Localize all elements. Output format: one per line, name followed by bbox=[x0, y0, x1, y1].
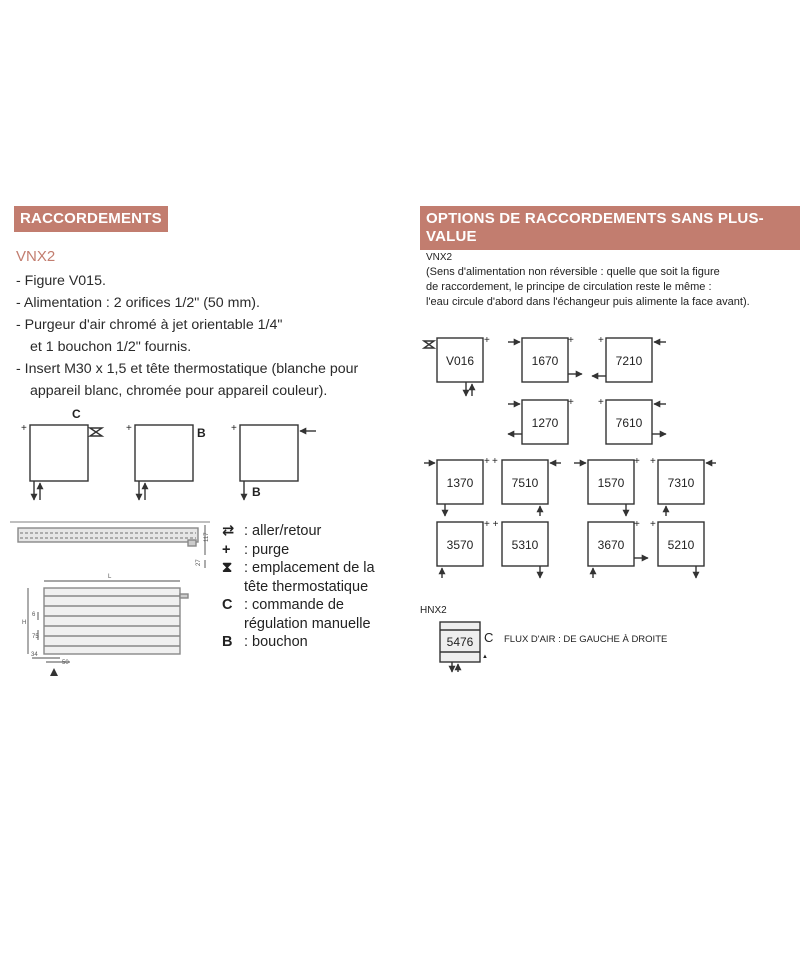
legend-text-cont: régulation manuelle bbox=[244, 615, 371, 632]
svg-text:+: + bbox=[484, 335, 490, 346]
spec-item: - Figure V015. bbox=[16, 273, 106, 289]
box-label: 5476 bbox=[446, 635, 474, 649]
diagram-figure-2 bbox=[135, 425, 193, 500]
model-name-left: VNX2 bbox=[16, 248, 56, 265]
legend-text: : purge bbox=[244, 541, 290, 558]
svg-text:+ +: + + bbox=[484, 519, 499, 530]
legend-text-cont: tête thermostatique bbox=[244, 578, 369, 595]
svg-text:▲: ▲ bbox=[482, 654, 488, 660]
purge-icon: + bbox=[126, 423, 132, 434]
svg-text:+: + bbox=[568, 397, 574, 408]
purge-icon: + bbox=[21, 423, 27, 434]
purge-icon: + bbox=[222, 541, 231, 558]
spec-item: - Insert M30 x 1,5 et tête thermostatique (blanche pour bbox=[16, 361, 359, 377]
spec-item: - Purgeur d'air chromé à jet orientable 1/4" bbox=[16, 317, 283, 333]
box-label: V016 bbox=[445, 354, 475, 368]
legend-text: : emplacement de la bbox=[244, 560, 375, 576]
note-line: (Sens d'alimentation non réversible : quelle que soit la figure bbox=[426, 266, 720, 278]
legend-text: : bouchon bbox=[244, 634, 308, 650]
svg-text:+: + bbox=[598, 335, 604, 346]
box-label: 3670 bbox=[597, 538, 625, 552]
legend-text: : commande de bbox=[244, 597, 344, 613]
label-b: B bbox=[252, 485, 261, 499]
diagram-figure-1 bbox=[30, 425, 102, 500]
valve-icon bbox=[90, 428, 102, 436]
svg-text:+: + bbox=[568, 335, 574, 346]
box-label: 7310 bbox=[667, 476, 695, 490]
box-label: 7610 bbox=[615, 416, 643, 430]
box-label: 1570 bbox=[597, 476, 625, 490]
model-name-right: VNX2 bbox=[426, 252, 453, 263]
dim-34: 34 bbox=[31, 652, 38, 658]
note-line: de raccordement, le principe de circulation reste le même : bbox=[426, 281, 712, 293]
label-b: B bbox=[197, 426, 206, 440]
legend-symbol-b: B bbox=[222, 634, 233, 650]
dim-75: 75 bbox=[32, 634, 39, 640]
section-header-options: OPTIONS DE RACCORDEMENTS SANS PLUS-VALUE bbox=[420, 206, 800, 250]
box-label: 7210 bbox=[615, 354, 643, 368]
radiator-front-view bbox=[28, 581, 188, 662]
box-label: 3570 bbox=[446, 538, 474, 552]
box-label: 5310 bbox=[511, 538, 539, 552]
section-header-raccordements: RACCORDEMENTS bbox=[14, 206, 168, 232]
svg-text:+: + bbox=[634, 456, 640, 467]
radiator-side-view bbox=[10, 522, 210, 568]
label-c: C bbox=[72, 407, 81, 421]
svg-text:+: + bbox=[650, 519, 656, 530]
hnx-label: HNX2 bbox=[420, 605, 447, 616]
legend-symbol-c: C bbox=[222, 597, 233, 613]
dim-27: 27 bbox=[196, 559, 202, 566]
box-label: 1270 bbox=[531, 416, 559, 430]
box-label: 1670 bbox=[531, 354, 559, 368]
svg-text:+: + bbox=[634, 519, 640, 530]
dim-6: 6 bbox=[32, 612, 36, 618]
svg-text:+: + bbox=[484, 456, 490, 467]
svg-text:+: + bbox=[492, 456, 498, 467]
dim-117: 117 bbox=[204, 532, 210, 542]
spec-item: et 1 bouchon 1/2" fournis. bbox=[30, 339, 192, 355]
hnx-c-label: C bbox=[484, 630, 494, 645]
dim-h: H bbox=[22, 620, 27, 626]
box-label: 1370 bbox=[446, 476, 474, 490]
aller-retour-icon: ⇄ bbox=[222, 523, 235, 539]
svg-text:+: + bbox=[650, 456, 656, 467]
valve-icon bbox=[424, 341, 434, 348]
dim-50: 50 bbox=[62, 660, 69, 666]
svg-text:+: + bbox=[598, 397, 604, 408]
spec-item: - Alimentation : 2 orifices 1/2" (50 mm). bbox=[16, 295, 260, 311]
spec-item: appareil blanc, chromée pour appareil couleur). bbox=[30, 383, 328, 399]
box-label: 5210 bbox=[667, 538, 695, 552]
legend-text: : aller/retour bbox=[244, 523, 322, 539]
valve-icon: ⧗ bbox=[222, 560, 233, 576]
purge-icon: + bbox=[231, 423, 237, 434]
box-label: 7510 bbox=[511, 476, 539, 490]
triangle-icon bbox=[50, 668, 58, 676]
air-flow-text: FLUX D'AIR : DE GAUCHE À DROITE bbox=[504, 634, 668, 645]
dim-l: L bbox=[108, 574, 112, 580]
note-line: l'eau circule d'abord dans l'échangeur puis alimente la face avant). bbox=[426, 296, 750, 308]
